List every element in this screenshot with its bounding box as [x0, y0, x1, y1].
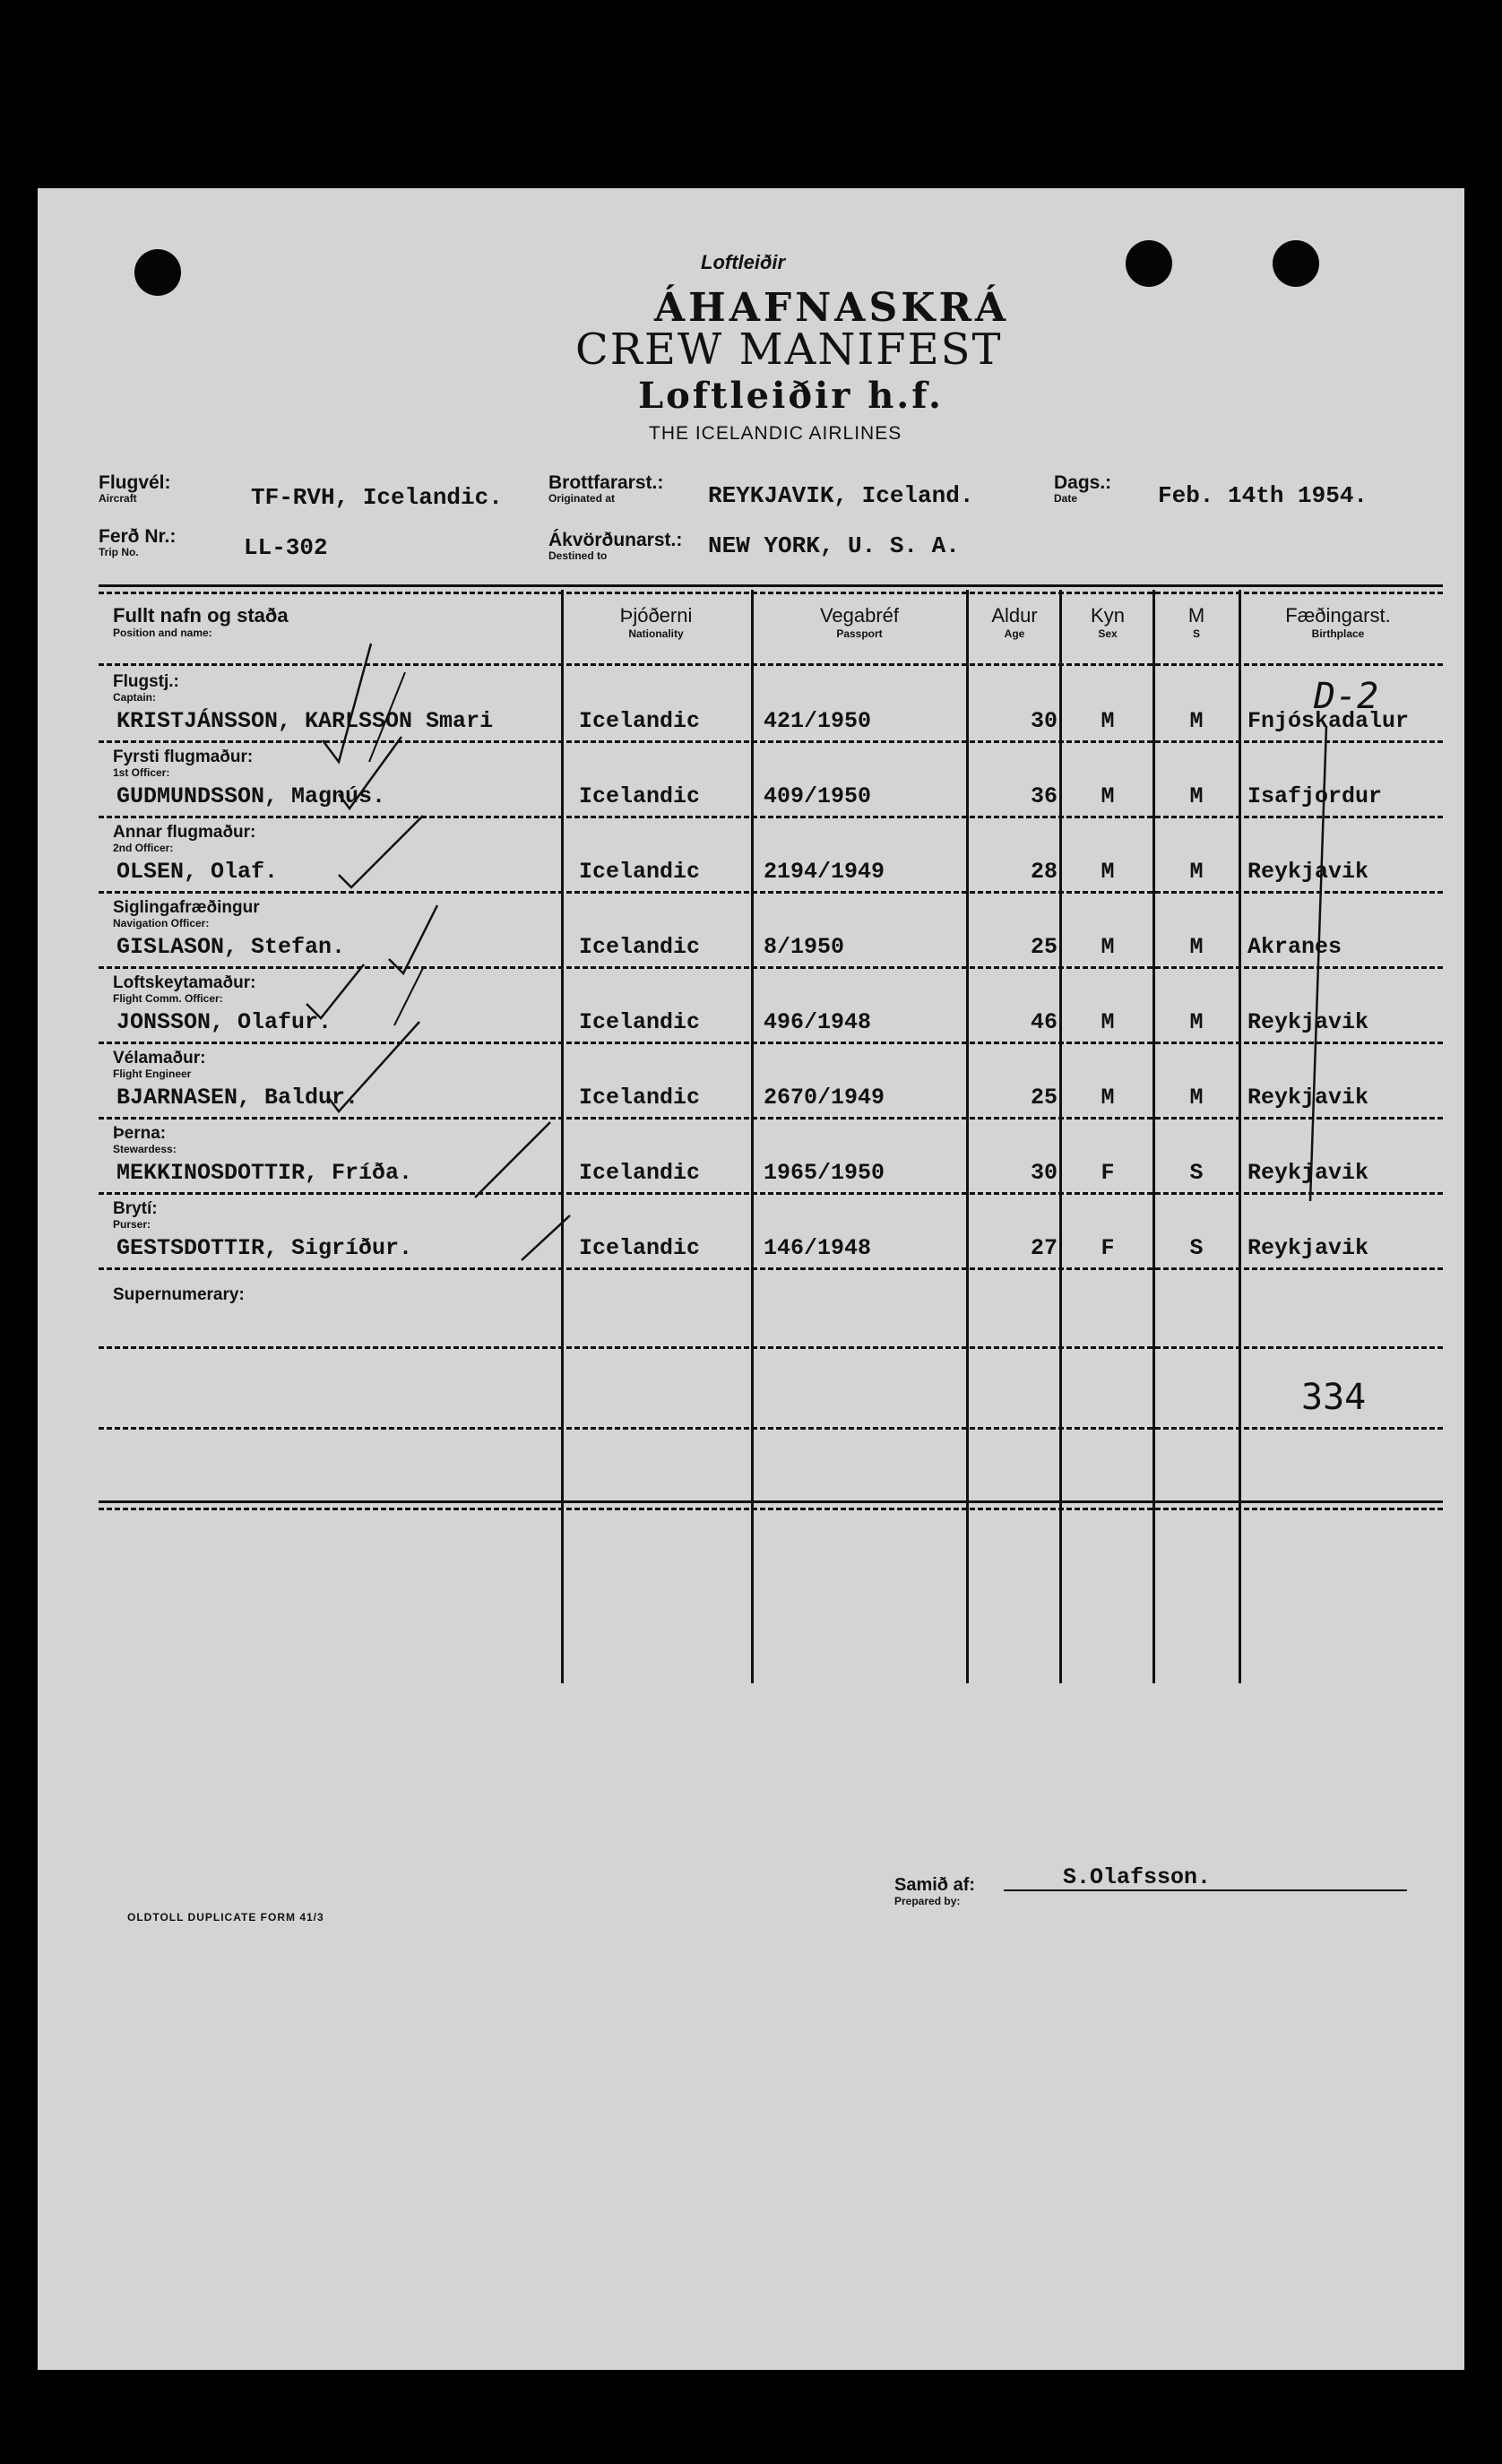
check-mark [339, 737, 401, 808]
aircraft-label: Flugvél: [99, 472, 171, 493]
cell-marital: M [1189, 783, 1204, 809]
cell-name: BJARNASEN, Baldur. [117, 1085, 359, 1111]
cell-name: KRISTJÁNSSON, KARLSSON Smari [117, 708, 494, 734]
col-header-en: Age [1004, 627, 1025, 640]
cell-age: 27 [1030, 1235, 1057, 1261]
cell-name: GUDMUNDSSON, Magnús. [117, 783, 386, 809]
cell-sex: M [1101, 783, 1115, 809]
col-header-is: Kyn [1091, 604, 1125, 627]
check-mark [328, 1022, 419, 1111]
cell-birthplace: Reykjavik [1247, 1009, 1369, 1035]
cell-birthplace: Reykjavik [1247, 859, 1369, 885]
title-icelandic: ÁHAFNASKRÁ [654, 285, 1010, 331]
check-mark [339, 816, 423, 887]
cell-marital: S [1189, 1235, 1204, 1261]
check-mark [475, 1122, 550, 1197]
cell-marital: M [1189, 1009, 1204, 1035]
cell-nationality: Icelandic [579, 1009, 701, 1035]
col-header-is: Vegabréf [819, 604, 900, 627]
check-mark [394, 968, 423, 1025]
prepared-sublabel: Prepared by: [894, 1895, 961, 1907]
cell-sex: M [1101, 859, 1115, 885]
col-header-is: Aldur [991, 604, 1038, 627]
col-header-en: Position and name: [113, 627, 212, 639]
position-is: Þerna: [113, 1124, 167, 1143]
manifest-sheet [38, 188, 1464, 2370]
cell-nationality: Icelandic [579, 934, 701, 960]
cell-passport: 2670/1949 [764, 1085, 885, 1111]
cell-age: 46 [1030, 1009, 1057, 1035]
cell-passport: 8/1950 [764, 934, 845, 960]
position-is: Loftskeytamaður: [113, 973, 256, 992]
cell-nationality: Icelandic [579, 1160, 701, 1186]
cell-passport: 1965/1950 [764, 1160, 885, 1186]
cell-age: 25 [1030, 934, 1057, 960]
position-en: Stewardess: [113, 1143, 177, 1155]
prepared-label: Samið af: [894, 1875, 976, 1895]
aircraft-value: TF-RVH, Icelandic. [251, 484, 503, 511]
col-header-is: Fæðingarst. [1285, 604, 1391, 627]
trip-value: LL-302 [244, 534, 328, 561]
cell-sex: M [1101, 708, 1115, 734]
position-is: Fyrsti flugmaður: [113, 748, 254, 766]
cell-birthplace: Isafjordur [1247, 783, 1383, 809]
cell-birthplace: Fnjóskadalur [1247, 708, 1410, 734]
position-en: Purser: [113, 1218, 151, 1231]
cell-age: 36 [1030, 783, 1057, 809]
cell-marital: M [1189, 934, 1204, 960]
position-is: Siglingafræðingur [113, 898, 260, 917]
position-is: Flugstj.: [113, 672, 179, 691]
cell-marital: S [1189, 1160, 1204, 1186]
cell-name: OLSEN, Olaf. [117, 859, 279, 885]
check-marks [38, 188, 1464, 1533]
destination-label: Ákvörðunarst.: [548, 530, 683, 550]
cell-passport: 409/1950 [764, 783, 872, 809]
cell-passport: 2194/1949 [764, 859, 885, 885]
cell-nationality: Icelandic [579, 783, 701, 809]
aircraft-sublabel: Aircraft [99, 492, 137, 505]
check-mark [323, 644, 371, 762]
page-number: 334 [1301, 1377, 1367, 1418]
cell-name: MEKKINOSDOTTIR, Fríða. [117, 1160, 413, 1186]
check-mark [389, 905, 437, 973]
cell-sex: F [1101, 1160, 1115, 1186]
position-en: Flight Comm. Officer: [113, 992, 223, 1005]
cell-name: JONSSON, Olafur. [117, 1009, 332, 1035]
destination-value: NEW YORK, U. S. A. [708, 532, 960, 559]
cell-marital: M [1189, 1085, 1204, 1111]
position-en: 2nd Officer: [113, 842, 174, 854]
cell-nationality: Icelandic [579, 708, 701, 734]
title-logo: Loftleiðir [701, 251, 786, 273]
trip-sublabel: Trip No. [99, 546, 139, 558]
cell-birthplace: Akranes [1247, 934, 1342, 960]
cell-birthplace: Reykjavik [1247, 1160, 1369, 1186]
cell-age: 30 [1030, 708, 1057, 734]
origin-label: Brottfararst.: [548, 472, 664, 493]
cell-name: GESTSDOTTIR, Sigríður. [117, 1235, 413, 1261]
cell-marital: M [1189, 859, 1204, 885]
cell-birthplace: Reykjavik [1247, 1235, 1369, 1261]
title-company: Loftleiðir h.f. [638, 375, 944, 417]
cell-sex: M [1101, 934, 1115, 960]
check-mark [522, 1215, 570, 1260]
col-header-en: Passport [836, 627, 883, 640]
cell-nationality: Icelandic [579, 859, 701, 885]
position-en: Flight Engineer [113, 1068, 192, 1080]
date-label: Dags.: [1054, 472, 1112, 493]
col-header-is: M [1187, 604, 1205, 627]
cell-sex: M [1101, 1085, 1115, 1111]
annotation-top: D-2 [1314, 676, 1379, 717]
cell-age: 28 [1030, 859, 1057, 885]
cell-nationality: Icelandic [579, 1235, 701, 1261]
title-airline: THE ICELANDIC AIRLINES [649, 423, 902, 444]
supernumerary-label: Supernumerary: [113, 1285, 245, 1304]
cell-age: 30 [1030, 1160, 1057, 1186]
trip-label: Ferð Nr.: [99, 526, 177, 547]
position-en: 1st Officer: [113, 766, 170, 779]
position-en: Captain: [113, 691, 156, 704]
date-value: Feb. 14th 1954. [1158, 482, 1368, 509]
cell-passport: 496/1948 [764, 1009, 872, 1035]
prepared-value: S.Olafsson. [1063, 1864, 1212, 1890]
col-header-en: Birthplace [1311, 627, 1365, 640]
cell-sex: M [1101, 1009, 1115, 1035]
date-sublabel: Date [1054, 492, 1078, 505]
check-mark [369, 672, 405, 762]
cell-nationality: Icelandic [579, 1085, 701, 1111]
title-english: CREW MANIFEST [575, 324, 1003, 375]
position-is: Vélamaður: [113, 1049, 206, 1068]
cell-passport: 421/1950 [764, 708, 872, 734]
col-header-en: S [1192, 627, 1200, 640]
cell-marital: M [1189, 708, 1204, 734]
position-en: Navigation Officer: [113, 917, 210, 929]
position-is: Brytí: [113, 1199, 158, 1218]
col-header-en: Sex [1098, 627, 1118, 640]
cell-sex: F [1101, 1235, 1115, 1261]
bracket-line [1310, 726, 1326, 1201]
cell-passport: 146/1948 [764, 1235, 872, 1261]
col-header-is: Þjóðerni [619, 604, 693, 627]
check-mark [306, 964, 364, 1018]
footer-print: OLDTOLL DUPLICATE FORM 41/3 [127, 1911, 324, 1924]
origin-sublabel: Originated at [548, 492, 616, 505]
col-header-en: Nationality [628, 627, 684, 640]
origin-value: REYKJAVIK, Iceland. [708, 482, 974, 509]
cell-name: GISLASON, Stefan. [117, 934, 346, 960]
position-is: Annar flugmaður: [113, 823, 256, 842]
cell-age: 25 [1030, 1085, 1057, 1111]
col-header-is: Fullt nafn og staða [113, 604, 289, 627]
prepared-field [894, 1875, 975, 1907]
prepared-rule [1004, 1889, 1407, 1891]
destination-sublabel: Destined to [548, 549, 608, 562]
cell-birthplace: Reykjavik [1247, 1085, 1369, 1111]
